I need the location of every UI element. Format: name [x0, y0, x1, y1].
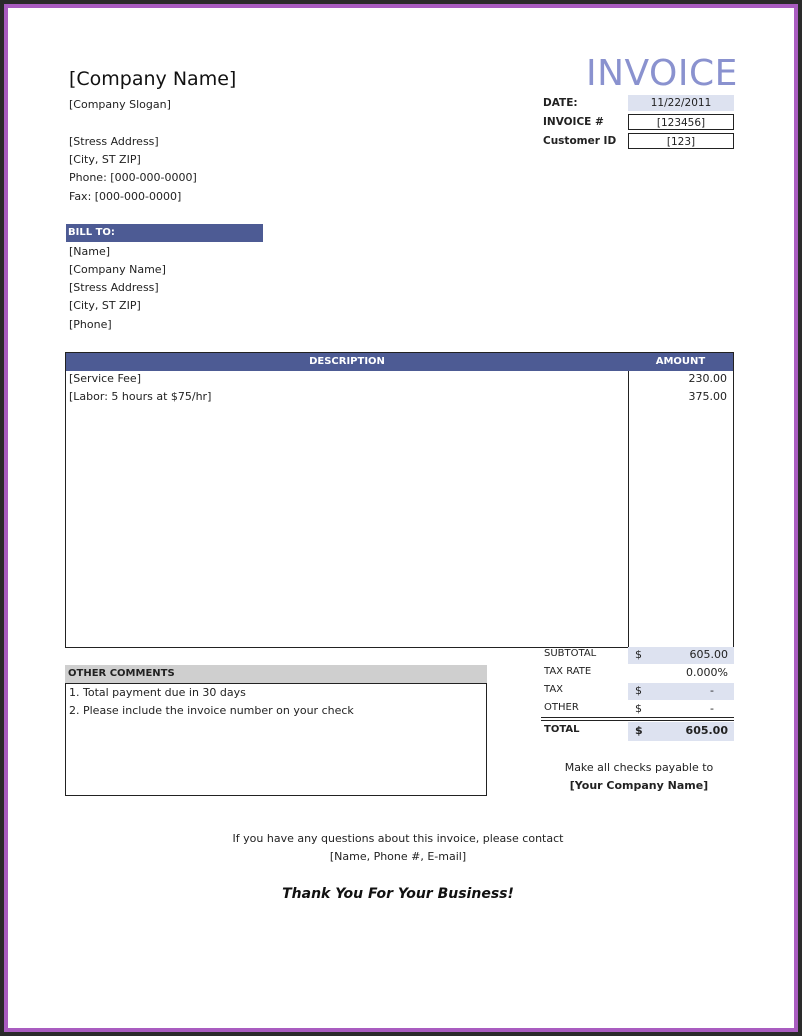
tax-currency: $: [635, 684, 642, 697]
bill-to-street: [Stress Address]: [69, 281, 159, 294]
amount-header: AMOUNT: [628, 353, 733, 371]
bill-to-phone: [Phone]: [69, 318, 112, 331]
company-fax: Fax: [000-000-0000]: [69, 190, 182, 203]
comment-line: 2. Please include the invoice number on your check: [69, 704, 354, 717]
company-phone: Phone: [000-000-0000]: [69, 171, 197, 184]
tax-label: TAX: [544, 684, 564, 695]
other-currency: $: [635, 702, 642, 715]
bill-to-city: [City, ST ZIP]: [69, 299, 141, 312]
subtotal-label: SUBTOTAL: [544, 648, 597, 659]
table-row-amount: 375.00: [688, 390, 727, 403]
description-header: DESCRIPTION: [66, 353, 628, 371]
table-row-description: [Labor: 5 hours at $75/hr]: [69, 390, 212, 403]
other-label: OTHER: [544, 702, 579, 713]
invoice-page: [8, 8, 794, 1028]
total-label: TOTAL: [544, 724, 580, 735]
invoice-title: INVOICE: [586, 53, 738, 94]
tax-rate-value: 0.000%: [686, 666, 728, 679]
table-row-amount: 230.00: [688, 372, 727, 385]
company-city: [City, ST ZIP]: [69, 153, 141, 166]
invoice-number-value: [123456]: [628, 114, 734, 130]
date-label: DATE:: [543, 97, 578, 109]
company-street: [Stress Address]: [69, 135, 159, 148]
customer-id-value: [123]: [628, 133, 734, 149]
contact-line: If you have any questions about this invoice, please contact: [232, 832, 564, 845]
tax-value: -: [710, 684, 714, 697]
column-divider: [628, 371, 629, 647]
total-rule-bottom: [541, 720, 734, 721]
bill-to-name: [Name]: [69, 245, 111, 258]
payable-line: Make all checks payable to: [564, 761, 714, 774]
comments-heading: OTHER COMMENTS: [65, 665, 487, 683]
company-name: [Company Name]: [69, 68, 237, 90]
invoice-number-label: INVOICE #: [543, 116, 604, 128]
tax-rate-label: TAX RATE: [544, 666, 592, 677]
total-rule-top: [541, 717, 734, 718]
other-value: -: [710, 702, 714, 715]
comments-box: [65, 683, 487, 796]
payable-company: [Your Company Name]: [569, 779, 709, 792]
contact-details: [Name, Phone #, E-mail]: [329, 850, 467, 863]
company-slogan: [Company Slogan]: [69, 98, 171, 111]
items-table: [65, 352, 734, 648]
customer-id-label: Customer ID: [543, 135, 617, 147]
bill-to-heading: BILL TO:: [66, 224, 263, 242]
total-value: 605.00: [685, 724, 728, 737]
bill-to-company: [Company Name]: [69, 263, 166, 276]
table-row-description: [Service Fee]: [69, 372, 141, 385]
comment-line: 1. Total payment due in 30 days: [69, 686, 246, 699]
subtotal-currency: $: [635, 648, 642, 661]
thank-you-message: Thank You For Your Business!: [282, 886, 514, 902]
total-currency: $: [635, 724, 643, 737]
subtotal-value: 605.00: [689, 648, 728, 661]
date-value: 11/22/2011: [628, 95, 734, 111]
